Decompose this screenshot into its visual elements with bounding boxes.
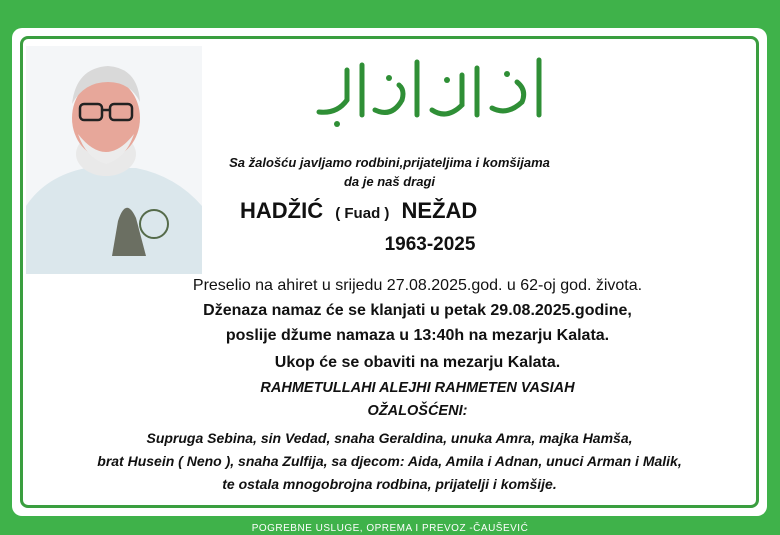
notice-line-2: Dženaza namaz će se klanjati u petak 29.08.2025.godine, <box>203 302 632 319</box>
obituary-card <box>12 28 767 516</box>
father-name: ( Fuad ) <box>335 205 390 222</box>
prayer-line: RAHMETULLAHI ALEJHI RAHMETEN VASIAH <box>260 380 575 396</box>
surname: HADŽIĆ <box>240 198 324 223</box>
arabic-calligraphy <box>307 50 557 130</box>
notice-line-1: Preselio na ahiret u srijedu 27.08.2025.god. u 62-oj god. života. <box>192 277 643 294</box>
mourners-line-1: Supruga Sebina, sin Vedad, snaha Geraldina, unuka Amra, majka Hamša, <box>146 430 633 446</box>
footer-company: POGREBNE USLUGE, OPREMA I PREVOZ -ČAUŠEVIĆ <box>251 523 529 534</box>
notice-line-3: poslije džume namaza u 13:40h na mezarju Kalata. <box>225 327 610 344</box>
mourners-line-2: brat Husein ( Neno ), snaha Zulfija, sa djecom: Aida, Amila i Adnan, unuci Arman i Malik, <box>97 453 682 469</box>
intro-line-1: Sa žalošću javljamo rodbini,prijateljima i komšijama <box>229 155 550 170</box>
first-name: NEŽAD <box>401 198 478 223</box>
notice-line-4: Ukop će se obaviti na mezarju Kalata. <box>274 354 561 371</box>
life-years: 1963-2025 <box>384 234 476 255</box>
intro-line-2: da je naš dragi <box>343 174 436 189</box>
deceased-name <box>240 198 477 224</box>
mourners-title: OŽALOŠĆENI: <box>367 403 468 419</box>
mourners-line-3: te ostala mnogobrojna rodbina, prijatelji i komšije. <box>222 476 557 492</box>
